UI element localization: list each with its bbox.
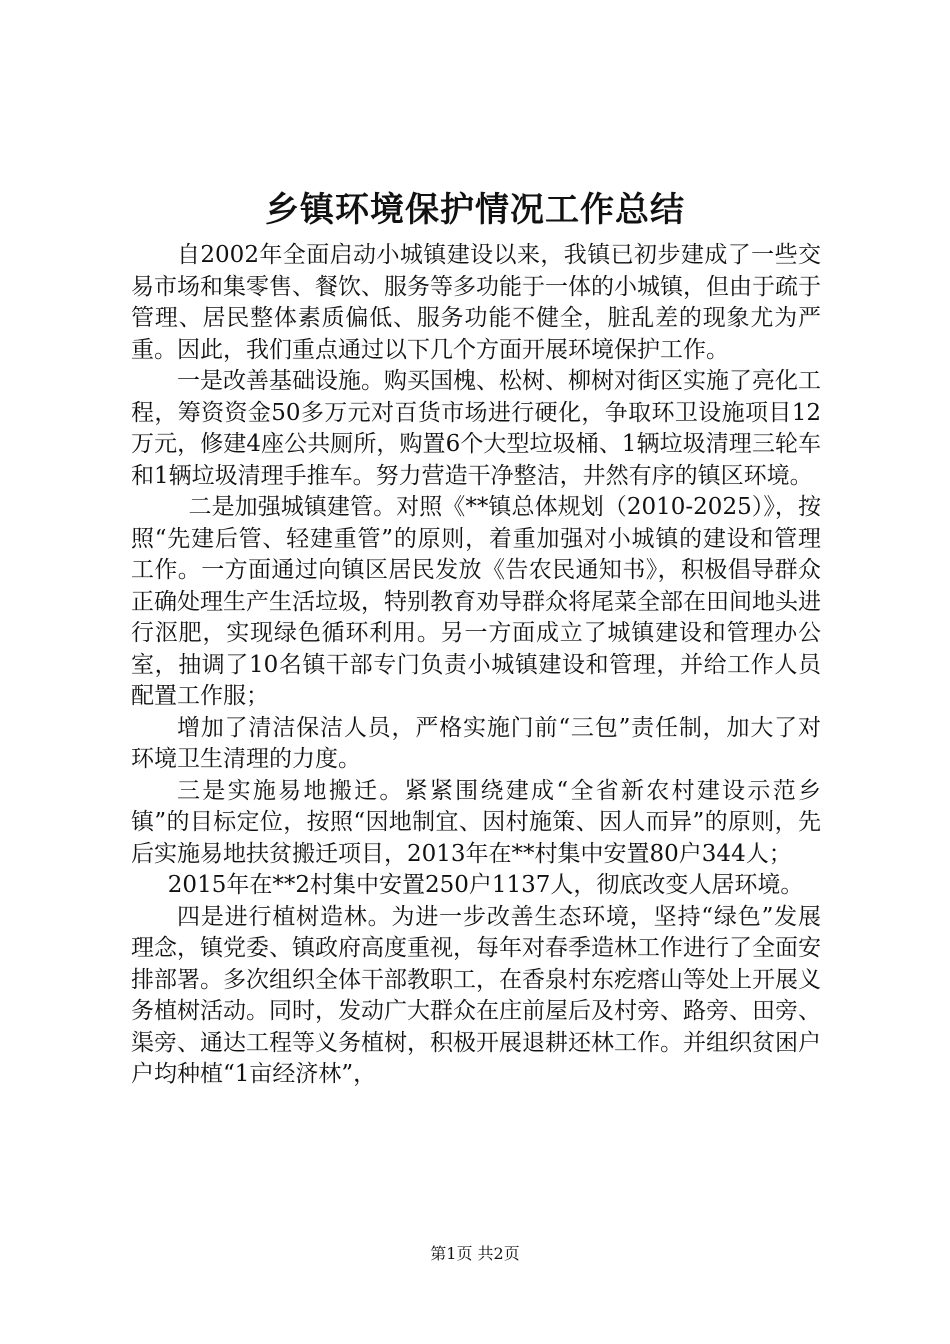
document-title: 乡镇环境保护情况工作总结 [265,190,685,230]
paragraph-relocation: 三是实施易地搬迁。紧紧围绕建成“全省新农村建设示范乡镇”的目标定位，按照“因地制宜、因村施策、因人而异”的原则，先后实施易地扶贫搬迁项目，2013年在**村集中安置80户344人； [131,777,821,867]
paragraph-relocation-2015: 2015年在**2村集中安置250户1137人，彻底改变人居环境。 [167,872,804,898]
page-number-footer: 第1页 共2页 [430,1244,520,1263]
paragraph-town-management: 二是加强城镇建管。对照《**镇总体规划（2010-2025）》，按照“先建后管、轻建重管”的原则，着重加强对小城镇的建设和管理工作。一方面通过向镇区居民发放《告农民通知书》，积极倡导群众正确处理生产生活垃圾，特别教育劝导群众将尾菜全部在田间地头进行沤肥，实现绿色循环利用。另一方面成立了城镇建设和管理办公室，抽调了10名镇干部专门负责小城镇建设和管理，并给工作人员配置工作服； [131,494,821,709]
document-body [131,240,821,1091]
paragraph-infrastructure: 一是改善基础设施。购买国槐、松树、柳树对街区实施了亮化工程，筹资资金50多万元对百货市场进行硬化，争取环卫设施项目12万元，修建4座公共厕所，购置6个大型垃圾桶、1辆垃圾清理三轮车和1辆垃圾清理手推车。努力营造干净整洁，井然有序的镇区环境。 [131,368,821,489]
paragraph-cleaning-staff: 增加了清洁保洁人员，严格实施门前“三包”责任制，加大了对环境卫生清理的力度。 [131,714,821,772]
paragraph-afforestation: 四是进行植树造林。为进一步改善生态环境，坚持“绿色”发展理念，镇党委、镇政府高度重视，每年对春季造林工作进行了全面安排部署。多次组织全体干部教职工，在香泉村东疙瘩山等处上开展义务植树活动。同时，发动广大群众在庄前屋后及村旁、路旁、田旁、渠旁、通达工程等义务植树，积极开展退耕还林工作。并组织贫困户户均种植“1亩经济林”， [131,903,821,1087]
paragraph-intro: 自2002年全面启动小城镇建设以来，我镇已初步建成了一些交易市场和集零售、餐饮、服务等多功能于一体的小城镇，但由于疏于管理、居民整体素质偏低、服务功能不健全，脏乱差的现象尤为严重。因此，我们重点通过以下几个方面开展环境保护工作。 [131,242,821,363]
